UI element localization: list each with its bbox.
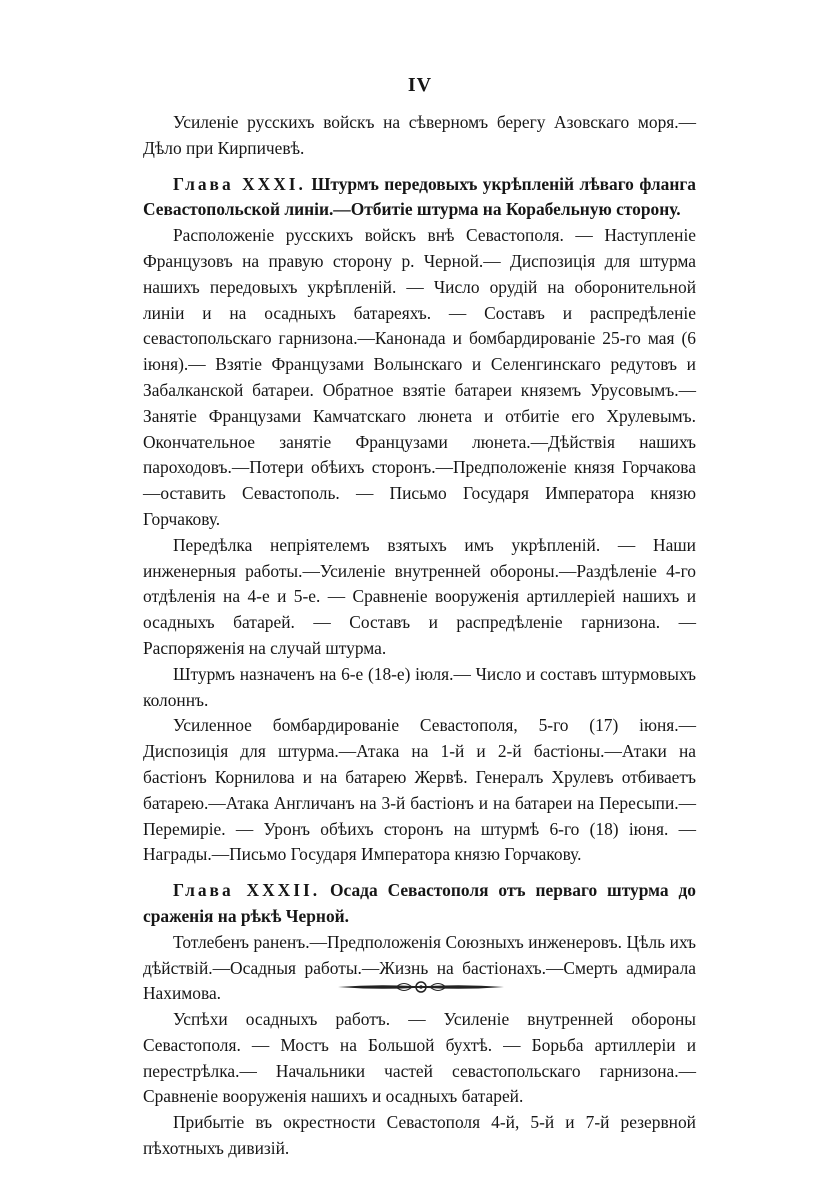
paragraph: Передѣлка непріятелемъ взятыхъ имъ укрѣпленій. — Наши инженерныя работы.—Усиленіе внутренней обороны.—Раздѣленіе 4-го отдѣленія на 4-е и 5-е. — Сравненіе вооруженія артиллеріей нашихъ и осадныхъ батарей. — Составъ и распредѣленіе гарнизона. — Распоряженія на случай штурма. [143, 534, 696, 658]
chapter-title: Осада Севастополя отъ перваго штурма до сраженія на рѣкѣ Черной. [143, 880, 696, 926]
chapter-heading [143, 172, 696, 224]
paragraph: Тотлебенъ раненъ.—Предположенія Союзныхъ инженеровъ. Цѣль ихъ дѣйствій.—Осадныя работы.—Жизнь на бастіонахъ.—Смерть адмирала Нахимова. [143, 931, 696, 1004]
paragraph: Усиленіе русскихъ войскъ на сѣверномъ берегу Азовскаго моря.— Дѣло при Кирпичевѣ. [143, 112, 696, 158]
paragraph: Штурмъ назначенъ на 6-е (18-е) іюля.— Число и составъ штурмовыхъ колоннъ. [143, 663, 696, 710]
chapter-label: Глава XXXII. [173, 880, 321, 901]
paragraph: Прибытіе въ окрестности Севастополя 4-й, 5-й и 7-й резервной пѣхотныхъ дивизій. [143, 1112, 696, 1159]
paragraph: Успѣхи осадныхъ работъ. — Усиленіе внутренней обороны Севастополя. — Мостъ на Большой бухтѣ. — Борьба артиллеріи и перестрѣлка.— Начальники частей севастопольскаго гарнизона.— Сравненіе вооруженія нашихъ и осадныхъ батарей. [143, 1009, 696, 1107]
table-of-contents-text [143, 110, 696, 1162]
chapter-heading [143, 878, 696, 930]
chapter-title: Штурмъ передовыхъ укрѣпленій лѣваго фланга Севастопольской линіи.—Отбитіе штурма на Корабельную сторону. [143, 173, 696, 220]
paragraph: Расположеніе русскихъ войскъ внѣ Севастополя. — Наступленіе Французовъ на правую сторону р. Черной.— Диспозиція для штурма нашихъ передовыхъ укрѣпленій. — Число орудій на оборонительной линіи и на осадныхъ батареяхъ. — Составъ и распредѣленіе севастопольскаго гарнизона.—Канонада и бомбардированіе 25-го мая (6 іюня).— Взятіе Французами Волынскаго и Селенгинскаго редутовъ и Забалканской батареи. Обратное взятіе батареи княземъ Урусовымъ.—Занятіе Французами Камчатскаго люнета и отбитіе его Хрулевымъ. Окончательное занятіе Французами люнета.—Дѣйствія нашихъ пароходовъ.—Потери обѣихъ сторонъ.—Предположеніе князя Горчакова—оставить Севастополь. — Письмо Государя Императора князю Горчакову. [143, 225, 696, 529]
chapter-label: Глава XXXI. [173, 173, 306, 194]
ornament-divider [336, 975, 506, 999]
page-number: IV [407, 74, 433, 96]
paragraph: Усиленное бомбардированіе Севастополя, 5-го (17) іюня.—Диспозиція для штурма.—Атака на 1-й и 2-й бастіоны.—Атаки на бастіонъ Корнилова и на батарею Жервѣ. Генералъ Хрулевъ отбиваетъ батарею.—Атака Англичанъ на 3-й бастіонъ и на батареи на Пересыпи.— Перемиріе. — Уронъ обѣихъ сторонъ на штурмѣ 6-го (18) іюня. — Награды.—Письмо Государя Императора князю Горчакову. [143, 715, 696, 865]
